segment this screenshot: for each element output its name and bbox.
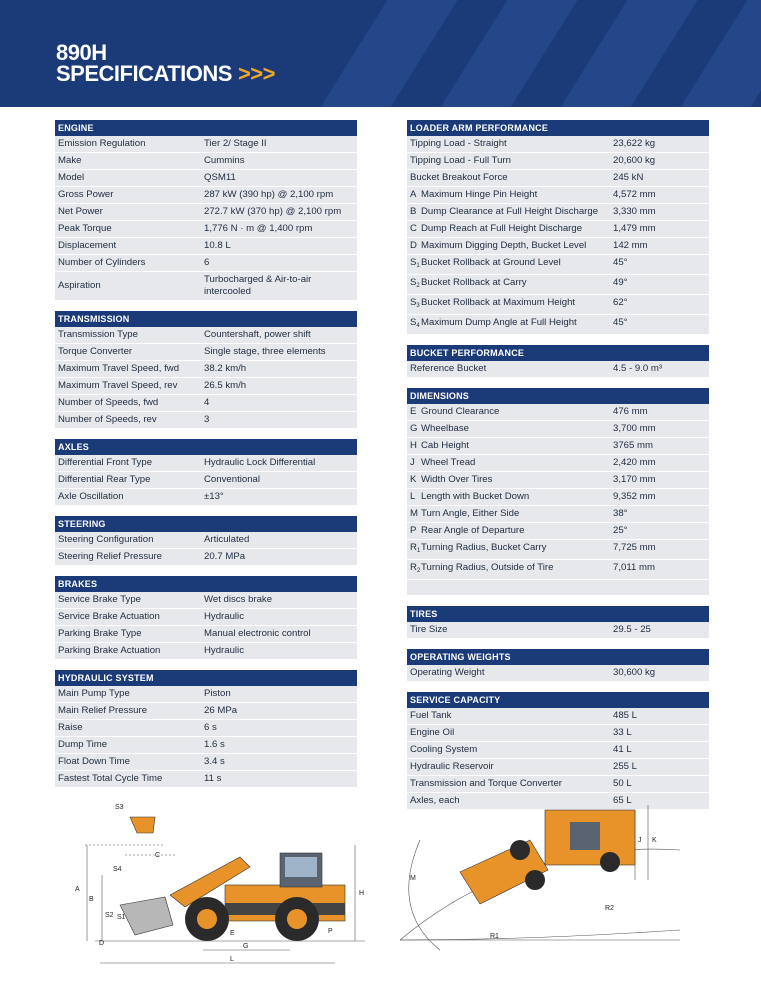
spec-row <box>407 221 709 238</box>
spec-value: 49° <box>613 277 628 288</box>
spec-label: Fastest Total Cycle Time <box>58 773 163 784</box>
spec-label: C Dump Reach at Full Height Discharge <box>410 223 583 234</box>
dim-label-s1: S1 <box>117 914 126 921</box>
spec-label: Transmission and Torque Converter <box>410 778 562 789</box>
spec-value: 50 L <box>613 778 632 789</box>
spec-label: Tire Size <box>410 624 448 635</box>
spec-row <box>407 759 709 776</box>
spec-label: Steering Relief Pressure <box>58 551 162 562</box>
spec-label: D Maximum Digging Depth, Bucket Level <box>410 240 587 251</box>
spec-label: Bucket Breakout Force <box>410 172 508 183</box>
spec-row <box>407 622 709 639</box>
spec-value: 476 mm <box>613 406 648 417</box>
spec-value: 1,776 N · m @ 1,400 rpm <box>204 223 313 234</box>
spec-value: 20,600 kg <box>613 155 656 166</box>
spec-row <box>407 455 709 472</box>
spec-label: P Rear Angle of Departure <box>410 525 525 536</box>
spec-label: Tipping Load - Straight <box>410 138 507 149</box>
spec-row <box>407 560 709 580</box>
dim-label-d: D <box>99 940 105 947</box>
spec-label: $S_4Maximum$ Dump Angle at Full Height <box>410 317 577 329</box>
spec-row <box>407 506 709 523</box>
spec-value: 65 L <box>613 795 632 806</box>
spec-label: B Dump Clearance at Full Height Discharge <box>410 206 599 217</box>
spec-row <box>55 153 357 170</box>
spec-value: 2,420 mm <box>613 457 656 468</box>
top-view-diagram <box>380 800 700 975</box>
spec-row <box>407 725 709 742</box>
spec-label: Axles, each <box>410 795 460 806</box>
spec-label: Steering Configuration <box>58 534 154 545</box>
spec-row <box>407 489 709 506</box>
dim-label-h: H <box>359 890 365 897</box>
spec-row <box>55 686 357 703</box>
loader-top-view <box>460 810 635 904</box>
spec-row <box>55 472 357 489</box>
spec-label: Fuel Tank <box>410 710 452 721</box>
spec-row <box>55 187 357 204</box>
spec-value: 41 L <box>613 744 632 755</box>
spec-value: Countershaft, power shift <box>204 329 311 340</box>
spec-row <box>55 643 357 660</box>
spec-value: 6 <box>204 257 210 268</box>
service-capacity-section <box>407 692 709 810</box>
spec-row <box>55 272 357 301</box>
spec-row <box>55 255 357 272</box>
spec-row <box>55 395 357 412</box>
spec-value: 255 L <box>613 761 638 772</box>
dim-label-s4: S4 <box>113 866 122 873</box>
spec-value: 3,330 mm <box>613 206 656 217</box>
spec-value: 29.5 - 25 <box>613 624 651 635</box>
hydraulic-section <box>55 670 357 788</box>
spec-row <box>407 361 709 378</box>
spec-label: Displacement <box>58 240 117 251</box>
spec-row <box>55 361 357 378</box>
dim-label-r2: R2 <box>605 905 614 912</box>
brakes-section <box>55 576 357 660</box>
side-view-diagram <box>75 795 385 975</box>
spec-value: 3765 mm <box>613 440 653 451</box>
spec-row <box>407 404 709 421</box>
header-banner <box>0 0 761 107</box>
spec-value: Cummins <box>204 155 245 166</box>
spec-value: 3.4 s <box>204 756 225 767</box>
bucket-section <box>407 345 709 378</box>
banner-stripe <box>300 0 470 107</box>
spec-row <box>407 472 709 489</box>
section-title: STEERING <box>55 516 357 532</box>
dim-label-g: G <box>243 943 249 950</box>
spec-row <box>55 344 357 361</box>
spec-value: Single stage, three elements <box>204 346 326 357</box>
spec-value: 62° <box>613 297 628 308</box>
spec-row <box>55 737 357 754</box>
section-title: DIMENSIONS <box>407 388 709 404</box>
spec-value: 6 s <box>204 722 217 733</box>
spec-value: 4.5 - 9.0 m³ <box>613 363 663 374</box>
spec-row-blank <box>407 580 709 596</box>
spec-row <box>55 170 357 187</box>
spec-label: Differential Rear Type <box>58 474 151 485</box>
spec-value: 30,600 kg <box>613 667 656 678</box>
spec-value: Tier 2/ Stage II <box>204 138 267 149</box>
spec-label: $S_2Bucket$ Rollback at Carry <box>410 277 527 289</box>
spec-label: $S_1Bucket$ Rollback at Ground Level <box>410 257 561 269</box>
spec-label: Main Relief Pressure <box>58 705 148 716</box>
spec-label: Service Brake Actuation <box>58 611 160 622</box>
spec-row <box>407 742 709 759</box>
dim-label-j: J <box>638 837 642 844</box>
spec-row <box>407 776 709 793</box>
spec-row <box>55 754 357 771</box>
spec-value: Hydraulic Lock Differential <box>204 457 316 468</box>
spec-value: 10.8 L <box>204 240 231 251</box>
spec-label: H Cab Height <box>410 440 469 451</box>
spec-value: 1.6 s <box>204 739 225 750</box>
spec-label: Number of Cylinders <box>58 257 146 268</box>
spec-value: 9,352 mm <box>613 491 656 502</box>
spec-row <box>407 187 709 204</box>
loader-arm-section <box>407 120 709 335</box>
spec-row <box>407 136 709 153</box>
left-column <box>55 120 357 798</box>
section-title: BUCKET PERFORMANCE <box>407 345 709 361</box>
section-title: TIRES <box>407 606 709 622</box>
spec-value: 272.7 kW (370 hp) @ 2,100 rpm <box>204 206 342 217</box>
spec-row <box>407 255 709 275</box>
axles-section <box>55 439 357 506</box>
spec-value: 4,572 mm <box>613 189 656 200</box>
spec-label: A Maximum Hinge Pin Height <box>410 189 538 200</box>
chevron-icon: >>> <box>237 61 275 86</box>
spec-row <box>407 153 709 170</box>
spec-row <box>407 540 709 560</box>
spec-row <box>407 238 709 255</box>
dim-label-l: L <box>230 956 234 963</box>
spec-label: Aspiration <box>58 280 101 291</box>
section-title: SERVICE CAPACITY <box>407 692 709 708</box>
spec-value: 45° <box>613 317 628 328</box>
spec-label: Tipping Load - Full Turn <box>410 155 511 166</box>
spec-row <box>55 412 357 429</box>
section-title: AXLES <box>55 439 357 455</box>
spec-label: Model <box>58 172 85 183</box>
spec-label: $R_1Turning$ Radius, Bucket Carry <box>410 542 547 554</box>
engine-section <box>55 120 357 301</box>
spec-value: Hydraulic <box>204 611 244 622</box>
dim-label-s2: S2 <box>105 912 114 919</box>
dim-label-e: E <box>230 930 235 937</box>
spec-value: Manual electronic control <box>204 628 311 639</box>
spec-label: Transmission Type <box>58 329 138 340</box>
section-title: BRAKES <box>55 576 357 592</box>
spec-label: Maximum Travel Speed, fwd <box>58 363 180 374</box>
dim-label-c: C <box>155 852 161 859</box>
spec-value: QSM11 <box>204 172 236 183</box>
steering-section <box>55 516 357 566</box>
spec-label: J Wheel Tread <box>410 457 476 468</box>
spec-value: 7,011 mm <box>613 562 655 573</box>
model-title: 890H <box>56 40 107 65</box>
spec-value: 7,725 mm <box>613 542 656 553</box>
spec-value: 3,700 mm <box>613 423 656 434</box>
spec-value: 33 L <box>613 727 632 738</box>
spec-row <box>407 665 709 682</box>
spec-value: 287 kW (390 hp) @ 2,100 rpm <box>204 189 334 200</box>
spec-row <box>55 455 357 472</box>
spec-value: 4 <box>204 397 210 408</box>
spec-label: Peak Torque <box>58 223 112 234</box>
spec-value: Wet discs brake <box>204 594 273 605</box>
spec-label: G Wheelbase <box>410 423 469 434</box>
spec-value: 142 mm <box>613 240 648 251</box>
spec-row <box>407 438 709 455</box>
spec-label: Number of Speeds, rev <box>58 414 157 425</box>
spec-label: Parking Brake Actuation <box>58 645 161 656</box>
spec-value: 11 s <box>204 773 222 784</box>
spec-label: Engine Oil <box>410 727 455 738</box>
spec-value: Articulated <box>204 534 250 545</box>
spec-label: Main Pump Type <box>58 688 130 699</box>
section-title: ENGINE <box>55 120 357 136</box>
spec-label: Cooling System <box>410 744 478 755</box>
spec-label: Torque Converter <box>58 346 133 357</box>
dimensions-section <box>407 388 709 596</box>
spec-value: Conventional <box>204 474 261 485</box>
spec-value: 3,170 mm <box>613 474 656 485</box>
spec-label: Emission Regulation <box>58 138 146 149</box>
spec-value: Piston <box>204 688 231 699</box>
spec-label: M Turn Angle, Either Side <box>410 508 520 519</box>
spec-row <box>55 221 357 238</box>
spec-value: 38.2 km/h <box>204 363 247 374</box>
spec-label: L Length with Bucket Down <box>410 491 530 502</box>
spec-value: 38° <box>613 508 628 519</box>
spec-value: 3 <box>204 414 210 425</box>
section-title: LOADER ARM PERFORMANCE <box>407 120 709 136</box>
spec-row <box>407 295 709 315</box>
spec-row <box>55 238 357 255</box>
dim-label-m: M <box>410 875 416 882</box>
spec-row <box>407 204 709 221</box>
section-title: HYDRAULIC SYSTEM <box>55 670 357 686</box>
spec-label: Operating Weight <box>410 667 485 678</box>
dim-label-p: P <box>328 928 333 935</box>
spec-value: 23,622 kg <box>613 138 656 149</box>
spec-row <box>55 720 357 737</box>
spec-label: Axle Oscillation <box>58 491 124 502</box>
operating-weights-section <box>407 649 709 682</box>
transmission-section <box>55 311 357 429</box>
spec-row <box>407 421 709 438</box>
spec-row <box>55 609 357 626</box>
spec-label: E Ground Clearance <box>410 406 500 417</box>
tires-section <box>407 606 709 639</box>
spec-row <box>55 489 357 506</box>
spec-value: 26.5 km/h <box>204 380 247 391</box>
spec-value: 45° <box>613 257 628 268</box>
spec-row <box>55 136 357 153</box>
spec-row <box>55 626 357 643</box>
spec-value: 25° <box>613 525 628 536</box>
spec-label: Hydraulic Reservoir <box>410 761 494 772</box>
spec-label: Number of Speeds, fwd <box>58 397 159 408</box>
spec-value: 245 kN <box>613 172 644 183</box>
page-title: SPECIFICATIONS >>> <box>56 61 275 86</box>
dim-label-s3: S3 <box>115 804 124 811</box>
spec-value: ±13° <box>204 491 224 502</box>
dim-label-a: A <box>75 886 80 893</box>
spec-row <box>407 170 709 187</box>
spec-value: Hydraulic <box>204 645 244 656</box>
spec-label: Reference Bucket <box>410 363 487 374</box>
spec-label: K Width Over Tires <box>410 474 493 485</box>
spec-label: Make <box>58 155 82 166</box>
spec-label: Gross Power <box>58 189 114 200</box>
spec-value: 26 MPa <box>204 705 238 716</box>
right-column <box>407 120 709 820</box>
spec-label: Raise <box>58 722 83 733</box>
spec-row <box>55 771 357 788</box>
spec-row <box>55 592 357 609</box>
spec-label: $S_3Bucket$ Rollback at Maximum Height <box>410 297 576 309</box>
spec-value: 1,479 mm <box>613 223 656 234</box>
spec-row <box>55 327 357 344</box>
spec-label: Float Down Time <box>58 756 130 767</box>
spec-row <box>407 275 709 295</box>
spec-row <box>55 703 357 720</box>
spec-row <box>407 315 709 335</box>
spec-row <box>55 532 357 549</box>
spec-label: $R_2Turning$ Radius, Outside of Tire <box>410 562 554 574</box>
spec-label: Service Brake Type <box>58 594 142 605</box>
section-title: TRANSMISSION <box>55 311 357 327</box>
dim-label-k: K <box>652 837 657 844</box>
dim-label-r1: R1 <box>490 933 499 940</box>
spec-label: Parking Brake Type <box>58 628 142 639</box>
spec-label: Dump Time <box>58 739 108 750</box>
dim-label-b: B <box>89 896 94 903</box>
spec-label: Differential Front Type <box>58 457 153 468</box>
spec-label: Maximum Travel Speed, rev <box>58 380 178 391</box>
section-title: OPERATING WEIGHTS <box>407 649 709 665</box>
spec-value: Turbocharged & Air-to-air intercooled <box>204 274 312 297</box>
loader-machine <box>120 817 345 941</box>
spec-row <box>55 204 357 221</box>
spec-row <box>55 549 357 566</box>
spec-row <box>407 708 709 725</box>
spec-value: 20.7 MPa <box>204 551 246 562</box>
spec-value: 485 L <box>613 710 638 721</box>
spec-label: Net Power <box>58 206 103 217</box>
spec-row <box>55 378 357 395</box>
spec-row <box>407 523 709 540</box>
